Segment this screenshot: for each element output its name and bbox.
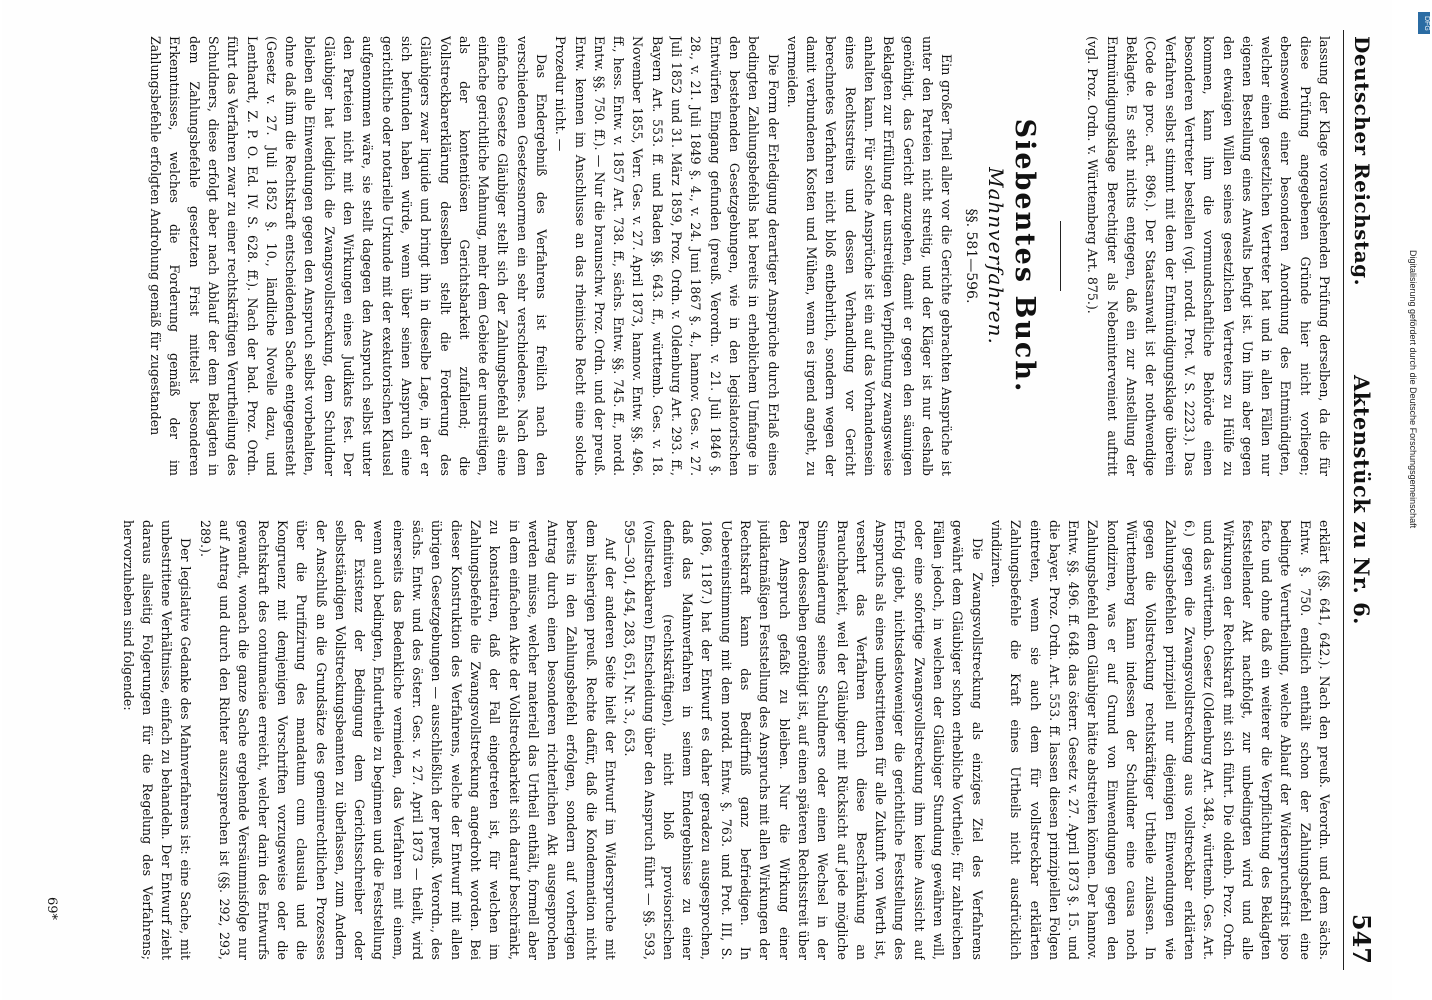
rotated-document-page	[2, 0, 1392, 1000]
left-paragraph-2: Ein großer Theil aller vor die Gerichte gebrachten Ansprüche ist unter den Parteien nicht streitig, und der Kläger ist nur deshalb genöthigt, das Gericht anzugehen, damit er gegen den säumigen Beklagten zur Erfüllung der unstreitigen Verpflichtung zwangsweise anhalten kann. Für solche Ansprüche ist ein auf das Vorhandensein eines Rechtsstreits und dessen Verhandlung vor Gericht berechnetes Verfahren nicht bloß entbehrlich, sondern wegen der damit verbundenen Kosten und Mühen, wenn es irgend angeht, zu vermeiden.	[784, 36, 955, 476]
book-title: Siebentes Buch.	[1009, 118, 1041, 394]
right-column	[62, 520, 1334, 960]
right-paragraph-4: Der legislative Gedanke des Mahnverfahrens ist: eine Sache, mit unbestrittene Verhältnisse, einfach zu behandeln. Der Entwurf zieht daraus allseitig Folgerungen für die Regelung des Verfahrens; hervorzuheben sind folgende:	[120, 520, 194, 960]
running-head	[1343, 30, 1378, 970]
section-divider	[1060, 221, 1061, 291]
left-column	[62, 36, 1334, 476]
left-paragraph-3: Die Form der Erledigung derartiger Ansprüche durch Erlaß eines bedingten Zahlungsbefehls hat bereits in erheblichem Umfange in den bestehenden Gesetzgebungen, wie in den legislatorischen Entwürfen Eingang gefunden (preuß. Verordn. v. 21. Juli 1846 §. 28., v. 21. Juli 1849 §. 4., v. 24. Juni 1867 §. 4., hannov. Ges. v. 27. Juli 1852 und 31. März 1859, Proz. Ordn. v. Oldenburg Art. 293. ff., Bayern Art. 553. ff. und Baden §§. 643. ff., württemb. Ges. v. 18. November 1855, Verr. Ges. v. 27. April 1873, hannov. Entw. §§. 496. ff., hess. Entw. v. 1857 Art. 738. ff., sächs. Entw. §§. 745. ff., nordd. Entw. §§. 750. ff.). — Nur die braunschw. Proz. Ordn. und der preuß. Entw. kennen im Anschlusse an das rheinische Recht eine solche Prozedur nicht. —	[553, 36, 781, 476]
header-left: Deutscher Reichstag.	[1350, 36, 1374, 287]
left-paragraph-1: lassung der Klage vorausgehenden Prüfung derselben, da die für diese Prüfung angegebenen Gründe hier nicht vorliegen; ebensowenig einer besonderen Anordnung des Entmündigten, welcher einen gesetzlichen Vertreter hat und in allen Fällen nur eigenen Bestellung eines Anwalts befugt ist. Um ihm aber gegen den etwaigen Willen seines gesetzlichen Vertreters zu Hülfe zu kommen, kann ihm die vormundschaftliche Behörde einen besonderen Vertreter bestellen (vgl. nordd. Prot. V. S. 2223.). Das Verfahren selbst stimmt mit dem der Entmündigungsklage überein (Code de proc. art. 896.). Der Staatsanwalt ist der nothwendige Beklagte. Es steht nichts entgegen, daß ein zur Anstellung der Entmündigungsklage Berechtigter als Nebenintervenient auftritt (vgl. Proz. Ordn. v. Württemberg Art. 875.).	[1085, 36, 1332, 476]
header-center: Aktenstück zu Nr. 6.	[1349, 375, 1374, 625]
digitization-credit: Digitalisierung gefördert durch die Deutsche Forschungsgemeinschaft	[1408, 250, 1418, 529]
right-paragraph-2: Die Zwangsvollstreckung als einziges Ziel des Verfahrens gewährt dem Gläubiger schon erhebliche Vortheile; für zahlreichen Fällen jedoch, in welchen der Gläubiger Stundung gewähren will, oder eine sofortige Zwangsvollstreckung ihm keine Aussicht auf Erfolg giebt, nichtsdestoweniger die gerichtliche Feststellung des Anspruchs als eines unbestrittenen für alle Zukunft von Werth ist, versehrt das Verfahren durch diese Beschränkung an Brauchbarkeit, weil der Gläubiger mit Rücksicht auf jede mögliche Sinnesänderung seines Schuldners oder einen Wechsel in der Person desselben genöthigt ist, auf einen späteren Rechtsstreit über den Anspruch gefaßt zu bleiben. Nur die Wirkung einer judikatmäßigen Feststellung des Anspruchs mit allen Wirkungen der Rechtskraft kann das Bedürfniß ganz befriedigen. In Uebereinstimmung mit dem nordd. Entw. §. 763. und Prot. III, S. 1086, 1187.) hat der Entwurf es daher geradezu ausgesprochen, daß das Mahnverfahren in seinem Endergebnisse zu einer definitiven (rechtskräftigen), nicht bloß provisorischen (vollstreckbaren) Entscheidung über den Anspruch führt — §§. 593, 595—301, 454, 283, 651, Nr. 3., 653.	[622, 520, 985, 960]
page-number: 547	[1347, 913, 1376, 964]
left-paragraph-4: Das Endergebniß des Verfahrens ist freilich nach den verschiedenen Gesetzesnormen ein sehr verschiedenes. Nach dem einfache Gesetze Gläubiger stellt sich der Zahlungsbefehl als eine einfache gerichtliche Mahnung, mehr dem Gebiete der unstreitigen, als der kontentiösen Gerichtsbarkeit zufallend; die Vollstreckbarerklärung desselben stellt die Forderung des Gläubigers zwar liquide und bringt ihn in dieselbe Lage, in der er sich befunden haben würde, wenn über seinen Anspruch eine gerichtliche oder notarielle Urkunde mit der exekutorischen Klausel aufgenommen wäre, sie stellt dagegen den Anspruch selbst unter den Parteien nicht mit den Wirkungen eines Judikats fest. Der Gläubiger hat lediglich die Zwangsvollstreckung, dem Schuldner bleiben alle Einwendungen gegen den Anspruch selbst vorbehalten, ohne daß ihm die Rechtskraft entscheidenden Sache entgegensteht (Gesetz v. 27. Juli 1852 §. 10., ländliche Novelle dazu, und Lenthardt, Z. P. O. Ed. IV. S. 628. ff.). Nach der bad. Proz. Ordn. führt das Verfahren zwar zu einer rechtskräftigen Verurtheilung des Schuldners, diese erfolgt aber nach Ablauf der dem Beklagten in dem Zahlungsbefehle gesetzten Frist mittelst besonderen Erkenntnisses, welches die Forderung gemäß der im Zahlungsbefehle erfolgten Androhung gemäß für zugestanden	[148, 36, 550, 476]
section-range: §§. 581—596.	[962, 208, 979, 304]
signature-mark: 69*	[44, 896, 59, 920]
right-paragraph-3: Auf der anderen Seite hielt der Entwurf im Widerspruche mit dem bisherigen preuß. Rechte dafür, daß die Kondemnation nicht bereits in den Zahlungsbefehl erfolgen, sondern auf vorherigen Antrag durch einen besonderen richterlichen Akt ausgesprochen werden müsse, welcher materiell das Urtheil enthält, formell aber in dem einfachen Akte der Vollstreckbarkeit sich darauf beschränkt, zu konstatiren, daß der Fall eingetreten ist, für welchen im Zahlungsbefehle die Zwangsvollstreckung angedroht worden. Bei dieser Konstruktion des Verfahrens, welche der Entwurf mit allen übrigen Gesetzgebungen — ausschließlich der preuß. Verordn., des sächs. Entw. und des österr. Ges. v. 27. April 1873 — theilt, wird einerseits das Bedenkliche vermieden, das Verfahren mit einem, wenn auch bedingten, Endurtheile zu beginnen und die Feststellung der Existenz der Bedingung dem Gerichtsschreiber oder selbstständigen Vollstreckungsbeamten zu überlassen, zum Andern der Anschluß an die Grundsätze des gemeinrechtlichen Prozesses über die Purifizirung des mandatum cum clausula und die Kongruenz mit demjenigen Vorschriften vorzugsweise oder die Rechtskraft des contumaciae erreicht, welcher darin des Entwurfs gewandt, wonach die ganze Sache ergehende Versäumnisfolge nur auf Antrag und durch den Richter auszusprechen ist (§§. 292, 293, 289.).	[197, 520, 619, 960]
dfg-logo: DFG	[1418, 12, 1430, 34]
section-title: Mahnverfahren.	[983, 167, 1008, 345]
right-paragraph-1: erklärt (§§. 641, 642.). Nach den preuß. Verordn. und dem sächs. Entw. §. 750. endlich enthält schon der Zahlungsbefehl eine bedingte Verurtheilung, welche Ablauf der Widerspruchsfrist ipso facto und ohne daß ein weiterer die Verpflichtung des Beklagten feststellender Akt nachfolgt, zur unbedingten wird und alle Wirkungen der Rechtskraft mit sich führt. Die oldenb. Proz. Ordn. und das württemb. Gesetz (Oldenburg Art. 348., württemb. Ges. Art. 6.) gegen die Zwangsvollstreckung aus vollstreckbar erklärten Zahlungsbefehlen prinzipiell nur diejenigen Einwendungen wie gegen die Vollstreckung rechtskräftiger Urtheile zulassen. In Württemberg kann indessen der Schuldner eine causa noch kondiziren, was er auf Grund von Einwendungen gegen den Zahlungsbefehl dem Gläubiger hätte abstreiten können. Der hannov. Entw. §§. 496. ff. 648. das österr. Gesetz v. 27. April 1873 §. 15. und die bayer. Proz. Ordn. Art. 553. ff. lassen diesen prinzipiellen Folgen eintreten, wenn sie auch dem für vollstreckbar erklärten Zahlungsbefehle die Kraft eines Urtheils nicht ausdrücklich vindiziren.	[988, 520, 1332, 960]
